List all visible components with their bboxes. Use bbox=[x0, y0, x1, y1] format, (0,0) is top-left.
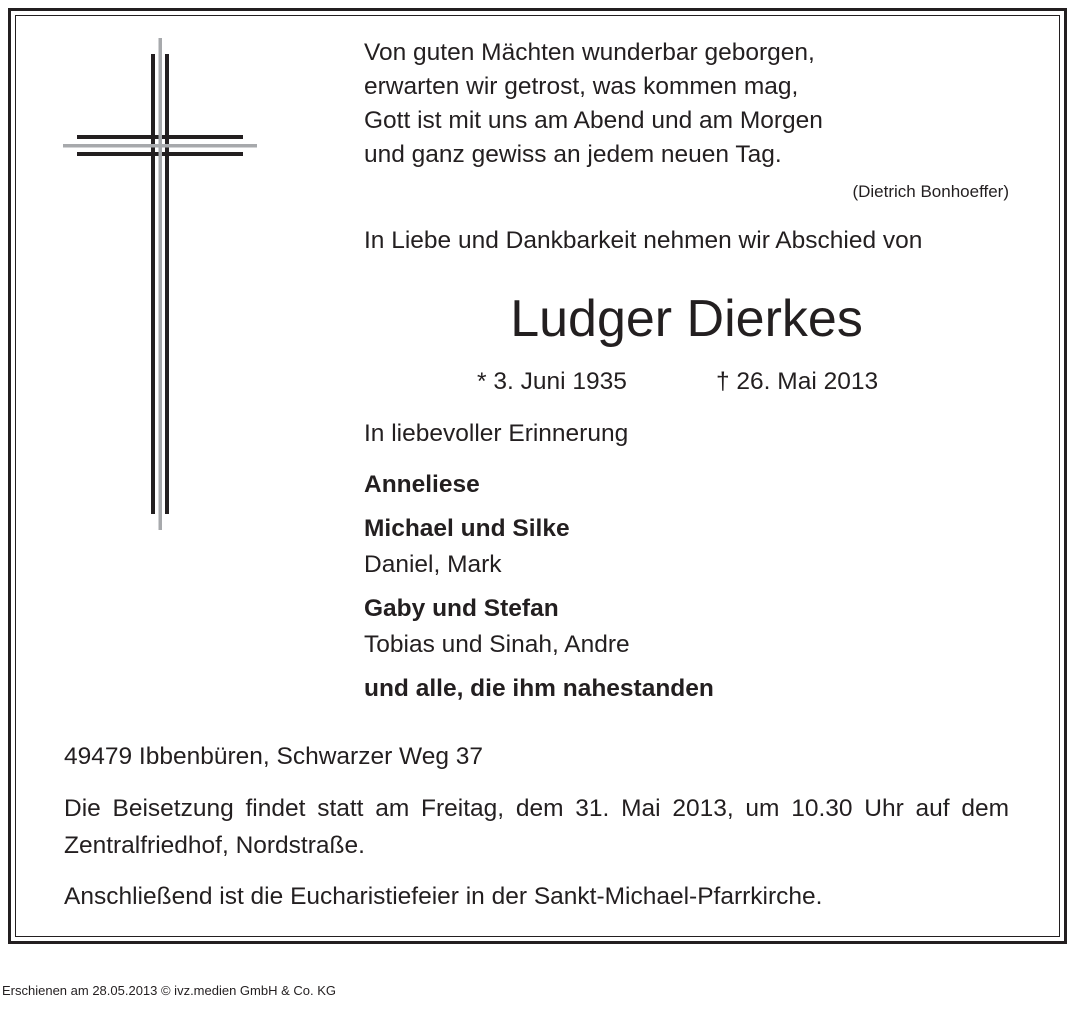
mourner-others: und alle, die ihm nahestanden bbox=[364, 675, 714, 702]
remembrance-line: In liebevoller Erinnerung bbox=[364, 420, 629, 447]
birth-date: * 3. Juni 1935 bbox=[477, 368, 627, 395]
farewell-intro: In Liebe und Dankbarkeit nehmen wir Abschied von bbox=[364, 227, 923, 254]
mourner-children: Daniel, Mark bbox=[364, 551, 502, 578]
publication-footer: Erschienen am 28.05.2013 © ivz.medien GmbH & Co. KG bbox=[2, 983, 337, 998]
poem-line: Gott ist mit uns am Abend und am Morgen bbox=[364, 107, 823, 134]
mourner-name: Michael und Silke bbox=[364, 515, 570, 542]
poem bbox=[364, 36, 823, 172]
mourner-children: Tobias und Sinah, Andre bbox=[364, 631, 630, 658]
poem-line: und ganz gewiss an jedem neuen Tag. bbox=[364, 141, 782, 168]
address: 49479 Ibbenbüren, Schwarzer Weg 37 bbox=[64, 743, 484, 770]
funeral-details: Die Beisetzung findet statt am Freitag, dem 31. Mai 2013, um 10.30 Uhr auf dem Zentralfriedhof, Nordstraße. bbox=[64, 795, 1009, 859]
deceased-name: Ludger Dierkes bbox=[510, 290, 863, 348]
mourner-name: Anneliese bbox=[364, 471, 480, 498]
cross-icon bbox=[60, 38, 260, 535]
death-date: † 26. Mai 2013 bbox=[716, 368, 879, 395]
mass-details: Anschließend ist die Eucharistiefeier in der Sankt-Michael-Pfarrkirche. bbox=[64, 883, 823, 910]
mourner-name: Gaby und Stefan bbox=[364, 595, 559, 622]
poem-line: erwarten wir getrost, was kommen mag, bbox=[364, 73, 799, 100]
poem-attribution: (Dietrich Bonhoeffer) bbox=[852, 182, 1009, 201]
poem-line: Von guten Mächten wunderbar geborgen, bbox=[364, 39, 815, 66]
